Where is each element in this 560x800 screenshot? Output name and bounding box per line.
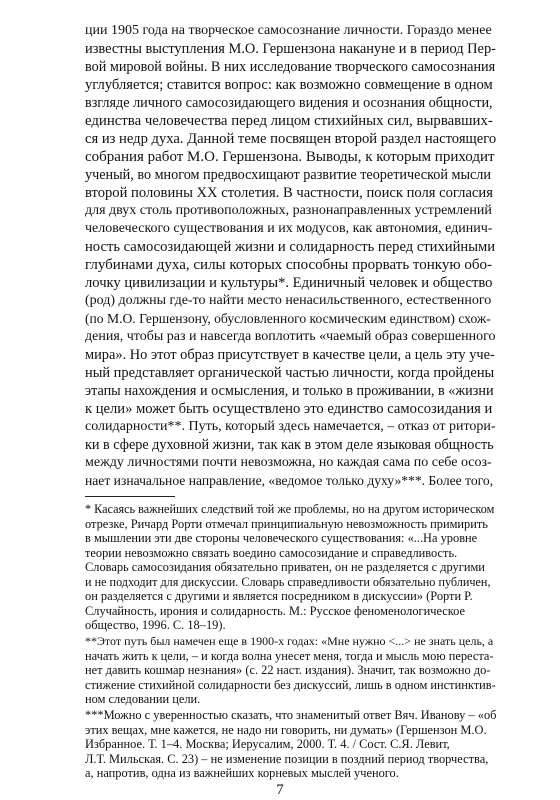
main-text-line: ность самосозидающей жизни и солидарность перед стихийными xyxy=(85,239,496,255)
footnote-line: ном следовании цели. xyxy=(85,692,201,706)
main-text-line: ученый, во многом предвосхищают развитие теоретической мысли xyxy=(85,167,491,183)
main-text-line: мира». Но этот образ присутствует в качестве цели, а цель эту уче- xyxy=(85,347,495,363)
footnote-line: отрезке, Ричард Рорти отмечал принципиальную невозможность примирить xyxy=(85,516,488,531)
footnote-line: * Касаясь важнейших следствий той же проблемы, но на другом историческом xyxy=(85,502,495,516)
main-text-line: (род) должны где-то найти место ненасильственного, естественного xyxy=(85,293,492,308)
footnote-line: **Этот путь был намечен еще в 1900-х годах: «Мне нужно <...> не знать цель, а xyxy=(85,634,494,648)
main-text-line: ный представляет органической частью личности, когда пройдены xyxy=(85,365,495,381)
footnote-line: этих вещах, мне кажется, не надо ни говорить, ни думать» (Гершензон М.О. xyxy=(85,722,487,737)
main-text-line: второй половины XX столетия. В частности, поиск поля согласия xyxy=(85,185,493,201)
page-number: 7 xyxy=(276,782,284,798)
main-text-line: ки в сфере духовной жизни, так как в этом деле языковая общность xyxy=(85,437,494,453)
main-text-line: углубляется; ставится вопрос: как возможно совмещение в одном xyxy=(85,77,493,93)
footnote-line: начать жить к цели, – и когда волна унесет меня, тогда и мысль мою переста- xyxy=(85,648,494,663)
footnote-line: ***Можно с уверенностью сказать, что знаменитый ответ Вяч. Иванову – «об xyxy=(85,708,497,722)
footnote-line: Избранное. Т. 1–4. Москва; Иерусалим, 2000. Т. 4. / Сост. С.Я. Левит, xyxy=(85,737,450,751)
main-text-line: для двух столь противоположных, разнонаправленных устремлений xyxy=(85,203,492,218)
main-text-line: глубинами духа, силы которых способны прорвать тонкую обо- xyxy=(85,257,492,273)
main-text-line: к цели» может быть осуществлено это единство самосозидания и xyxy=(85,401,493,417)
main-text-line: человеческого существования и их модусов, как автономия, единич- xyxy=(85,221,493,236)
footnote-line: и не подходит для дискуссии. Словарь справедливости обязательно публичен, xyxy=(85,574,491,589)
main-text-line: этапы нахождения и осмысления, и только в проживании, в «жизни xyxy=(85,383,494,399)
footnote-line: Л.Т. Мильская. С. 23) – не изменение позиции в поздний период творчества, xyxy=(85,751,489,766)
main-text-line: собрания работ М.О. Гершензона. Выводы, к которым приходит xyxy=(85,149,495,165)
footnote-line: теории невозможно связать воедино самосозидание и справедливость. xyxy=(85,545,458,560)
main-text-line: нает изначальное направление, «ведомое только духу»***. Более того, xyxy=(85,473,494,488)
main-text-line: солидарности**. Путь, который здесь намечается, – отказ от ритори- xyxy=(85,419,496,434)
main-text-line: единства человечества перед лицом стихийных сил, вырвавших- xyxy=(85,113,493,129)
footnote-line: Словарь самосозидания обязательно приватен, он не разделяется с другими xyxy=(85,560,485,574)
main-text-line: ции 1905 года на творческое самосознание личности. Гораздо менее xyxy=(85,23,492,38)
footnote-line: в мышлении эти две стороны человеческого существования: «...На уровне xyxy=(85,531,478,545)
main-text-line: взгляде личного самосозидающего видения и осознания общности, xyxy=(85,95,493,111)
footnote-separator xyxy=(85,496,175,497)
footnote-line: он разделяется с другими и является посредником в дискуссии» (Рорти Р. xyxy=(85,589,473,603)
footnote-line: общество, 1996. С. 18–19). xyxy=(85,618,226,632)
main-text-line: известны выступления М.О. Гершензона накануне и в период Пер- xyxy=(85,41,496,57)
main-text-line: лочку цивилизации и культуры*. Единичный человек и общество xyxy=(85,275,493,291)
footnote-line: стижение стихийной солидарности без дискуссий, лишь в одном инстинктив- xyxy=(85,677,496,692)
main-text-line: вой мировой войны. В них исследование творческого самосознания xyxy=(85,59,496,75)
main-text-line: ся из недр духа. Данной теме посвящен второй раздел настоящего xyxy=(85,131,497,147)
footnote-line: а, напротив, одна из важнейших корневых мыслей ученого. xyxy=(85,766,399,780)
main-text-line: между личностями почти невозможна, но каждая сама по себе осоз- xyxy=(85,455,492,470)
main-text-line: (по М.О. Гершензону, обусловленного космическим единством) схож- xyxy=(85,311,491,326)
footnote-line: Случайность, ирония и солидарность. М.: Русское феноменологическое xyxy=(85,603,466,618)
footnote-line: нет давить кошмар незнания» (с. 22 наст. издания). Значит, так возможно до- xyxy=(85,663,491,677)
main-text-line: дения, чтобы раз и навсегда воплотить «чаемый образ совершенного xyxy=(85,329,496,344)
